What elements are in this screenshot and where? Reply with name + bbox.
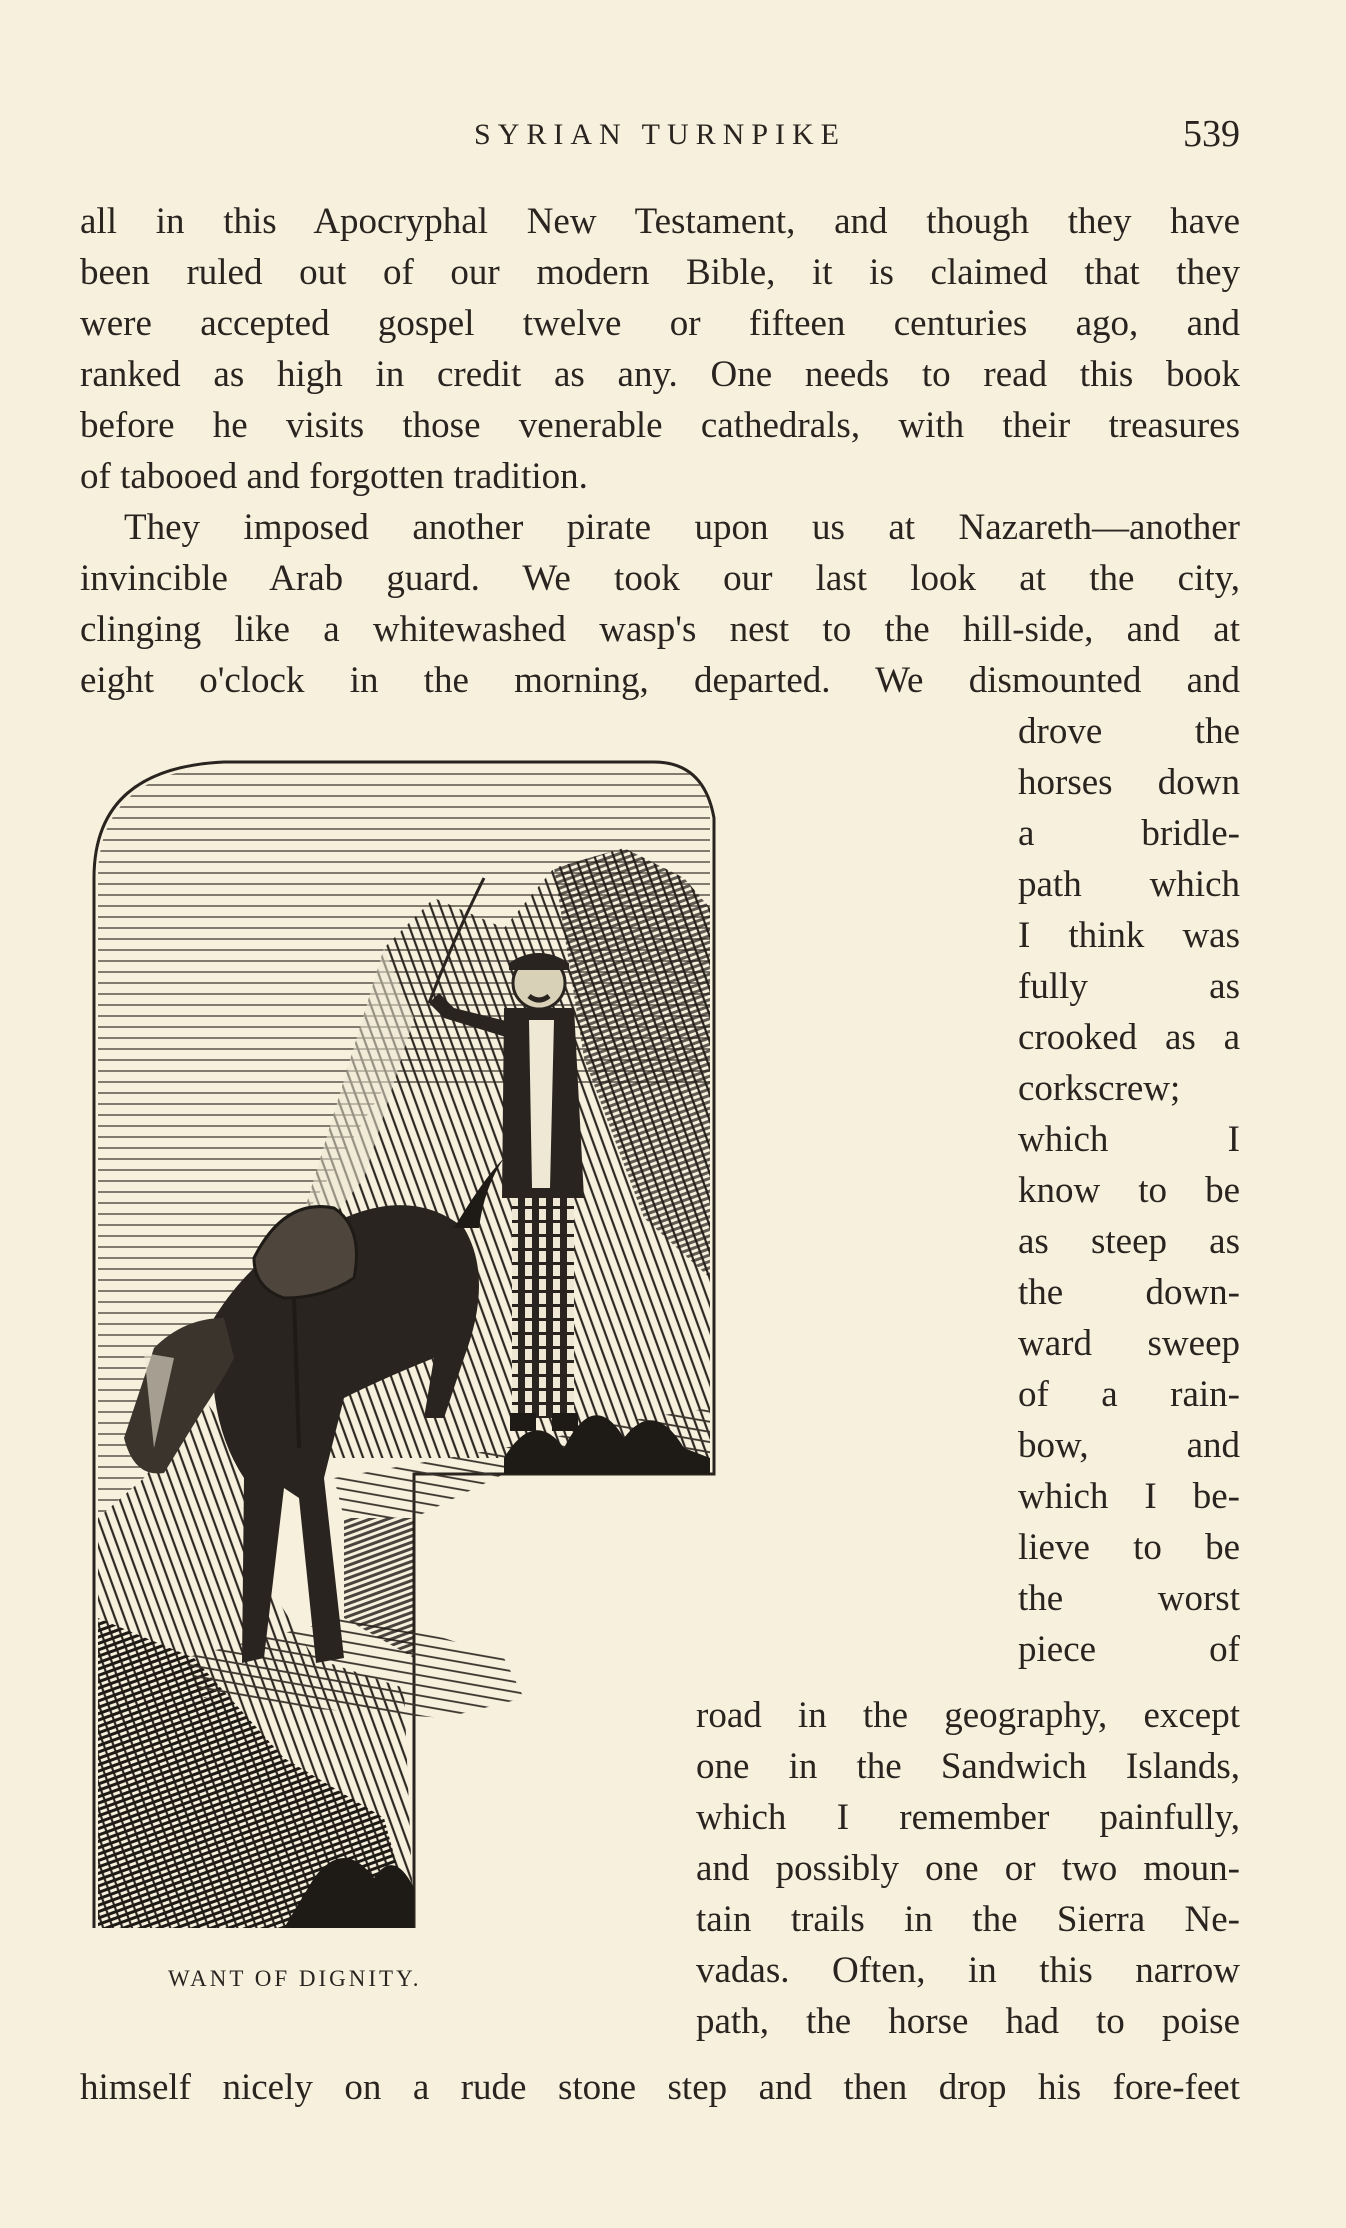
running-title: SYRIAN TURNPIKE (474, 118, 846, 151)
text-line: path, the horse had to poise (696, 2001, 1240, 2042)
text-line: which I be- (1018, 1476, 1240, 1517)
text-line: bow, and (1018, 1425, 1240, 1466)
text-line: been ruled out of our modern Bible, it is claimed that they (80, 252, 1240, 293)
text-line: eight o'clock in the morning, departed. We dismounted and (80, 660, 1240, 701)
text-line: path which (1018, 864, 1240, 905)
text-line: fully as (1018, 966, 1240, 1007)
text-line: drove the (1018, 711, 1240, 752)
text-line: tain trails in the Sierra Ne- (696, 1899, 1240, 1940)
text-line: crooked as a (1018, 1017, 1240, 1058)
text-line: himself nicely on a rude stone step and then drop his fore-feet (80, 2067, 1240, 2108)
text-line: piece of (1018, 1629, 1240, 1670)
text-line: which I (1018, 1119, 1240, 1160)
text-line: invincible Arab guard. We took our last look at the city, (80, 558, 1240, 599)
text-line: before he visits those venerable cathedrals, with their treasures (80, 405, 1240, 446)
text-line: vadas. Often, in this narrow (696, 1950, 1240, 1991)
text-line: of tabooed and forgotten tradition. (80, 456, 588, 497)
text-line: the down- (1018, 1272, 1240, 1313)
text-line: road in the geography, except (696, 1695, 1240, 1736)
text-line: the worst (1018, 1578, 1240, 1619)
text-line: were accepted gospel twelve or fifteen centuries ago, and (80, 303, 1240, 344)
page-number: 539 (1183, 113, 1240, 155)
text-line: ranked as high in credit as any. One needs to read this book (80, 354, 1240, 395)
text-line: and possibly one or two moun- (696, 1848, 1240, 1889)
text-line: ward sweep (1018, 1323, 1240, 1364)
text-line: a bridle- (1018, 813, 1240, 854)
running-head (80, 112, 1240, 162)
text-line: know to be (1018, 1170, 1240, 1211)
engraving-illustration (84, 758, 990, 1952)
text-line: corkscrew; (1018, 1068, 1181, 1109)
illustration-caption: WANT OF DIGNITY. (168, 1966, 422, 1991)
text-line: horses down (1018, 762, 1240, 803)
text-line: I think was (1018, 915, 1240, 956)
text-line: all in this Apocryphal New Testament, and though they have (80, 201, 1240, 242)
text-line: They imposed another pirate upon us at Nazareth—another (124, 507, 1240, 548)
text-line: as steep as (1018, 1221, 1240, 1262)
text-line: clinging like a whitewashed wasp's nest to the hill-side, and at (80, 609, 1240, 650)
text-line: of a rain- (1018, 1374, 1240, 1415)
text-line: which I remember painfully, (696, 1797, 1240, 1838)
text-line: one in the Sandwich Islands, (696, 1746, 1240, 1787)
text-line: lieve to be (1018, 1527, 1240, 1568)
